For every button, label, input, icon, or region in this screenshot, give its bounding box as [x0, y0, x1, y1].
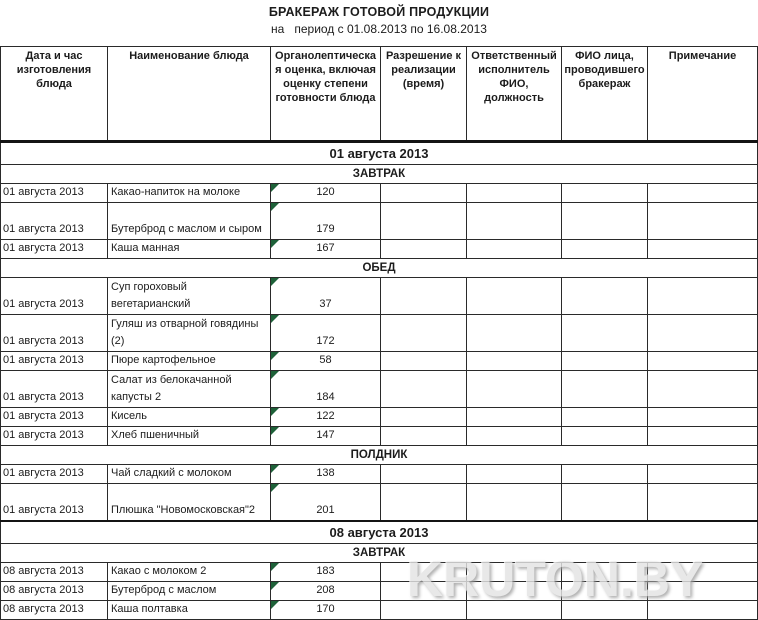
- responsible-executor-cell: [467, 427, 562, 446]
- page-subtitle: на период с 01.08.2013 по 16.08.2013: [271, 22, 487, 36]
- meal-section-header: ОБЕД: [1, 259, 758, 278]
- cell-error-corner-icon: [271, 240, 279, 248]
- dish-score-value: 138: [316, 467, 335, 479]
- table-row: [1, 165, 758, 184]
- table-row: [1, 408, 758, 427]
- dish-date-cell: 08 августа 2013: [1, 563, 108, 582]
- sale-permission-cell: [381, 352, 467, 371]
- dish-score-value: 172: [316, 335, 335, 347]
- dish-name-cell: Салат из белокачанной капусты 2: [108, 371, 271, 408]
- dish-date-cell: 01 августа 2013: [1, 203, 108, 240]
- responsible-executor-cell: [467, 465, 562, 484]
- table-row: [1, 427, 758, 446]
- inspector-name-cell: [562, 371, 648, 408]
- note-cell: [648, 563, 758, 582]
- responsible-executor-cell: [467, 315, 562, 352]
- table-row: [1, 465, 758, 484]
- responsible-executor-cell: [467, 203, 562, 240]
- responsible-executor-cell: [467, 352, 562, 371]
- inspector-name-cell: [562, 484, 648, 522]
- table-row: [1, 446, 758, 465]
- cell-error-corner-icon: [271, 563, 279, 571]
- dish-name-cell: Пюре картофельное: [108, 352, 271, 371]
- dish-date-cell: 01 августа 2013: [1, 427, 108, 446]
- table-row: [1, 601, 758, 620]
- watermark: KRUTON.BY: [407, 551, 704, 607]
- sale-permission-cell: [381, 408, 467, 427]
- dish-score-cell: [271, 278, 381, 315]
- dish-name-cell: Кисель: [108, 408, 271, 427]
- table-row: [1, 259, 758, 278]
- dish-score-value: 147: [316, 429, 335, 441]
- dish-score-cell: [271, 352, 381, 371]
- sale-permission-cell: [381, 278, 467, 315]
- table-row: [1, 278, 758, 315]
- sale-permission-cell: [381, 601, 467, 620]
- dish-score-cell: [271, 563, 381, 582]
- inspector-name-cell: [562, 601, 648, 620]
- dish-score-value: 201: [316, 504, 335, 516]
- cell-error-corner-icon: [271, 371, 279, 379]
- note-cell: [648, 371, 758, 408]
- responsible-executor-cell: [467, 408, 562, 427]
- inspector-name-cell: [562, 582, 648, 601]
- sale-permission-cell: [381, 203, 467, 240]
- responsible-executor-cell: [467, 278, 562, 315]
- sale-permission-cell: [381, 371, 467, 408]
- col-header-inspector-name: ФИО лица, проводившего бракераж: [562, 47, 648, 142]
- dish-score-value: 179: [316, 223, 335, 235]
- col-header-date: Дата и час изготовления блюда: [1, 47, 108, 142]
- responsible-executor-cell: [467, 563, 562, 582]
- table-row: [1, 315, 758, 352]
- table-header: [1, 47, 758, 142]
- dish-date-cell: 01 августа 2013: [1, 315, 108, 352]
- dish-date-cell: 08 августа 2013: [1, 582, 108, 601]
- dish-date-cell: 01 августа 2013: [1, 465, 108, 484]
- cell-error-corner-icon: [271, 203, 279, 211]
- sale-permission-cell: [381, 582, 467, 601]
- cell-error-corner-icon: [271, 601, 279, 609]
- dish-name-cell: Какао-напиток на молоке: [108, 184, 271, 203]
- dish-score-cell: [271, 371, 381, 408]
- inspector-name-cell: [562, 427, 648, 446]
- dish-date-cell: 01 августа 2013: [1, 240, 108, 259]
- cell-error-corner-icon: [271, 408, 279, 416]
- header-row: [1, 47, 758, 142]
- responsible-executor-cell: [467, 371, 562, 408]
- dish-score-value: 183: [316, 565, 335, 577]
- dish-score-value: 122: [316, 410, 335, 422]
- col-header-dish-name: Наименование блюда: [108, 47, 271, 142]
- cell-error-corner-icon: [271, 427, 279, 435]
- note-cell: [648, 484, 758, 522]
- dish-score-value: 184: [316, 391, 335, 403]
- col-header-responsible-executor: Ответственный исполнитель ФИО, должность: [467, 47, 562, 142]
- sale-permission-cell: [381, 184, 467, 203]
- dish-date-cell: 01 августа 2013: [1, 352, 108, 371]
- dish-date-cell: 08 августа 2013: [1, 601, 108, 620]
- note-cell: [648, 184, 758, 203]
- dish-score-cell: [271, 240, 381, 259]
- sale-permission-cell: [381, 315, 467, 352]
- note-cell: [648, 203, 758, 240]
- cell-error-corner-icon: [271, 582, 279, 590]
- dish-score-value: 58: [319, 354, 332, 366]
- col-header-organoleptic-score: Органолептическая оценка, включая оценку степени готовности блюда: [271, 47, 381, 142]
- date-section-header: 08 августа 2013: [1, 521, 758, 544]
- meal-section-header: ПОЛДНИК: [1, 446, 758, 465]
- date-section-header: 01 августа 2013: [1, 142, 758, 165]
- dish-date-cell: 01 августа 2013: [1, 184, 108, 203]
- dish-score-cell: [271, 315, 381, 352]
- dish-name-cell: Каша полтавка: [108, 601, 271, 620]
- responsible-executor-cell: [467, 582, 562, 601]
- inspector-name-cell: [562, 352, 648, 371]
- inspector-name-cell: [562, 278, 648, 315]
- table-row: [1, 563, 758, 582]
- dish-score-cell: [271, 601, 381, 620]
- dish-score-value: 208: [316, 584, 335, 596]
- dish-name-cell: Плюшка "Новомосковская"2: [108, 484, 271, 522]
- responsible-executor-cell: [467, 601, 562, 620]
- table-row: [1, 521, 758, 544]
- inspector-name-cell: [562, 315, 648, 352]
- cell-error-corner-icon: [271, 184, 279, 192]
- dish-name-cell: Бутерброд с маслом и сыром: [108, 203, 271, 240]
- table-row: [1, 142, 758, 165]
- note-cell: [648, 465, 758, 484]
- cell-error-corner-icon: [271, 484, 279, 492]
- sale-permission-cell: [381, 465, 467, 484]
- cell-error-corner-icon: [271, 315, 279, 323]
- inspector-name-cell: [562, 563, 648, 582]
- note-cell: [648, 427, 758, 446]
- dish-name-cell: Гуляш из отварной говядины (2): [108, 315, 271, 352]
- responsible-executor-cell: [467, 184, 562, 203]
- note-cell: [648, 240, 758, 259]
- dish-score-value: 120: [316, 186, 335, 198]
- dish-name-cell: Хлеб пшеничный: [108, 427, 271, 446]
- table-body: [1, 142, 758, 620]
- dish-score-cell: [271, 427, 381, 446]
- dish-name-cell: Каша манная: [108, 240, 271, 259]
- cell-error-corner-icon: [271, 352, 279, 360]
- dish-name-cell: Какао с молоком 2: [108, 563, 271, 582]
- inspector-name-cell: [562, 184, 648, 203]
- dish-name-cell: Бутерброд с маслом: [108, 582, 271, 601]
- dish-date-cell: 01 августа 2013: [1, 484, 108, 522]
- dish-date-cell: 01 августа 2013: [1, 371, 108, 408]
- sale-permission-cell: [381, 563, 467, 582]
- dish-score-cell: [271, 484, 381, 522]
- note-cell: [648, 582, 758, 601]
- dish-score-cell: [271, 203, 381, 240]
- table-row: [1, 371, 758, 408]
- dish-score-cell: [271, 582, 381, 601]
- table-row: [1, 484, 758, 522]
- note-cell: [648, 601, 758, 620]
- dish-score-value: 170: [316, 603, 335, 615]
- responsible-executor-cell: [467, 240, 562, 259]
- col-header-sale-permission: Разрешение к реализации (время): [381, 47, 467, 142]
- inspector-name-cell: [562, 240, 648, 259]
- inspector-name-cell: [562, 465, 648, 484]
- note-cell: [648, 315, 758, 352]
- dish-score-cell: [271, 184, 381, 203]
- inspector-name-cell: [562, 408, 648, 427]
- cell-error-corner-icon: [271, 465, 279, 473]
- note-cell: [648, 408, 758, 427]
- dish-name-cell: Чай сладкий с молоком: [108, 465, 271, 484]
- responsible-executor-cell: [467, 484, 562, 522]
- dish-name-cell: Суп гороховый вегетарианский: [108, 278, 271, 315]
- dish-score-cell: [271, 408, 381, 427]
- meal-section-header: ЗАВТРАК: [1, 165, 758, 184]
- brakerage-table: [0, 46, 758, 620]
- dish-score-value: 167: [316, 242, 335, 254]
- sale-permission-cell: [381, 427, 467, 446]
- cell-error-corner-icon: [271, 278, 279, 286]
- table-row: [1, 582, 758, 601]
- page-title: БРАКЕРАЖ ГОТОВОЙ ПРОДУКЦИИ: [268, 5, 490, 19]
- table-row: [1, 203, 758, 240]
- dish-score-value: 37: [319, 298, 332, 310]
- dish-score-cell: [271, 465, 381, 484]
- sale-permission-cell: [381, 484, 467, 522]
- note-cell: [648, 278, 758, 315]
- table-row: [1, 544, 758, 563]
- table-row: [1, 240, 758, 259]
- table-row: [1, 352, 758, 371]
- sale-permission-cell: [381, 240, 467, 259]
- table-row: [1, 184, 758, 203]
- note-cell: [648, 352, 758, 371]
- inspector-name-cell: [562, 203, 648, 240]
- meal-section-header: ЗАВТРАК: [1, 544, 758, 563]
- dish-date-cell: 01 августа 2013: [1, 278, 108, 315]
- dish-date-cell: 01 августа 2013: [1, 408, 108, 427]
- col-header-note: Примечание: [648, 47, 758, 142]
